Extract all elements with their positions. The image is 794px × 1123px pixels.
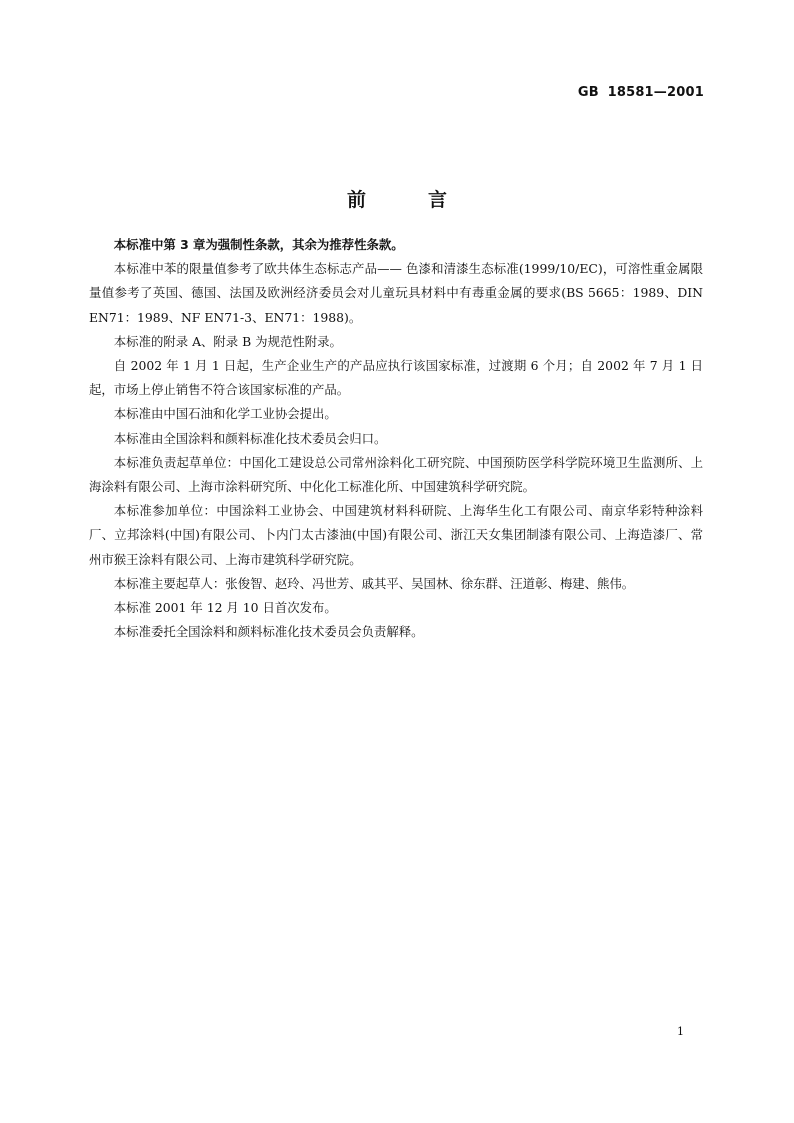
paragraph-main-drafters: 本标准主要起草人：张俊智、赵玲、冯世芳、戚其平、吴国林、徐东群、汪道彰、梅建、熊伟。	[113, 575, 635, 591]
paragraph-proposed-by: 本标准由中国石油和化学工业协会提出。	[113, 406, 337, 422]
paragraph-limit-references: 本标准中苯的限量值参考了欧共体生态标志产品—— 色漆和清漆生态标准(1999/10/EC)，可溶性重金属限量值参考了英国、德国、法国及欧洲经济委员会对儿童玩具材料中有毒重金属的要求(BS 5665：1989、DIN EN71：1989、NF EN71-3、EN71：1988)。	[89, 261, 703, 325]
page-number: 1	[677, 1025, 684, 1038]
paragraph-centralized-by: 本标准由全国涂料和颜料标准化技术委员会归口。	[113, 430, 387, 446]
paragraph-first-release: 本标准 2001 年 12 月 10 日首次发布。	[113, 600, 337, 616]
paragraph-drafting-organizations: 本标准负责起草单位：中国化工建设总公司常州涂料化工研究院、中国预防医学科学院环境卫生监测所、上海涂料有限公司、上海市涂料研究所、中化化工标准化所、中国建筑科学研究院。	[89, 454, 703, 495]
standard-number-header	[578, 85, 704, 100]
paragraph-annexes: 本标准的附录 A、附录 B 为规范性附录。	[113, 333, 342, 349]
paragraph-mandatory-clauses: 本标准中第 3 章为强制性条款，其余为推荐性条款。	[113, 237, 404, 252]
standard-prefix: GB	[577, 85, 599, 100]
page-title: 前言	[346, 189, 509, 211]
paragraph-participating-organizations: 本标准参加单位：中国涂料工业协会、中国建筑材料科研院、上海华生化工有限公司、南京华彩特种涂料厂、立邦涂料(中国)有限公司、卜内门太古漆油(中国)有限公司、浙江天女集团制漆有限公司、上海造漆厂、常州市猴王涂料有限公司、上海市建筑科学研究院。	[89, 503, 703, 567]
paragraph-effective-date: 自 2002 年 1 月 1 日起，生产企业生产的产品应执行该国家标准，过渡期 6 个月；自 2002 年 7 月 1 日起，市场上停止销售不符合该国家标准的产品。	[89, 358, 703, 398]
standard-number: 18581—2001	[607, 85, 704, 100]
paragraph-interpretation: 本标准委托全国涂料和颜料标准化技术委员会负责解释。	[113, 624, 424, 640]
preface-body	[89, 233, 703, 644]
